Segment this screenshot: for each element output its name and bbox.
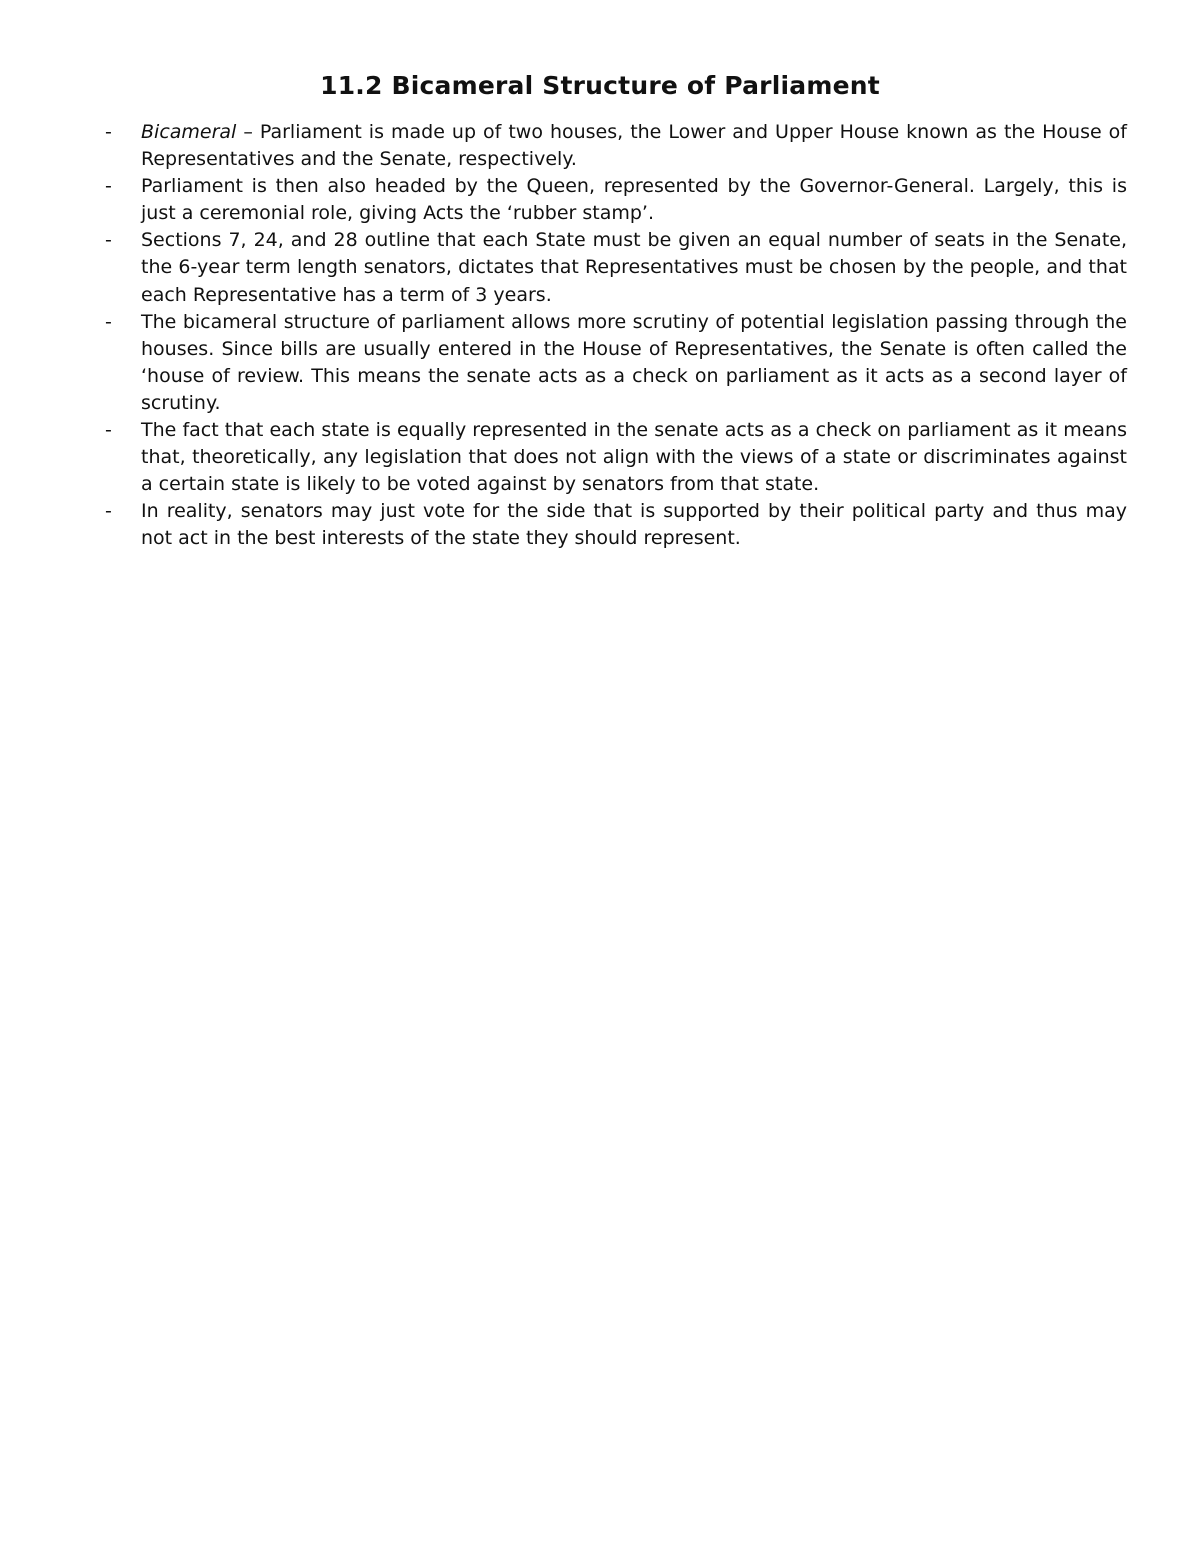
list-item (105, 119, 1127, 173)
bullet-dash: - (105, 175, 112, 198)
bullet-dash: - (105, 229, 112, 252)
bullet-text: Sections 7, 24, and 28 outline that each State must be given an equal number of seats in the Senate, the 6-year term length senators, dictates that Representatives must be chosen by the people, and that each Representative has a term of 3 years. (141, 229, 1127, 306)
bullet-dash: - (105, 310, 112, 333)
list-item (105, 498, 1127, 552)
bullet-text: The fact that each state is equally represented in the senate acts as a check on parliament as it means that, theoretically, any legislation that does not align with the views of a state or discriminates against a certain state is likely to be voted against by senators from that state. (141, 419, 1127, 496)
defined-term: Bicameral (141, 121, 237, 143)
bullet-text: Parliament is then also headed by the Queen, represented by the Governor-General. Largely, this is just a ceremonial role, giving Acts the ‘rubber stamp’. (141, 175, 1127, 225)
bullet-list (105, 119, 1127, 553)
bullet-dash: - (105, 419, 112, 442)
list-item (105, 227, 1127, 308)
bullet-dash: - (105, 121, 112, 143)
bullet-text: In reality, senators may just vote for the side that is supported by their political party and thus may not act in the best interests of the state they should represent. (141, 500, 1127, 550)
bullet-text: The bicameral structure of parliament allows more scrutiny of potential legislation passing through the houses. Since bills are usually entered in the House of Representatives, the Senate is often called the ‘house of review. This means the senate acts as a check on parliament as it acts as a second layer of scrutiny. (141, 310, 1127, 414)
list-item (105, 173, 1127, 227)
bullet-dash: - (105, 500, 112, 523)
page-title: 11.2 Bicameral Structure of Parliament (320, 71, 880, 100)
bullet-text: – Parliament is made up of two houses, the Lower and Upper House known as the House of Representatives and the Senate, respectively. (141, 121, 1127, 171)
list-item (105, 417, 1127, 498)
list-item (105, 309, 1127, 417)
